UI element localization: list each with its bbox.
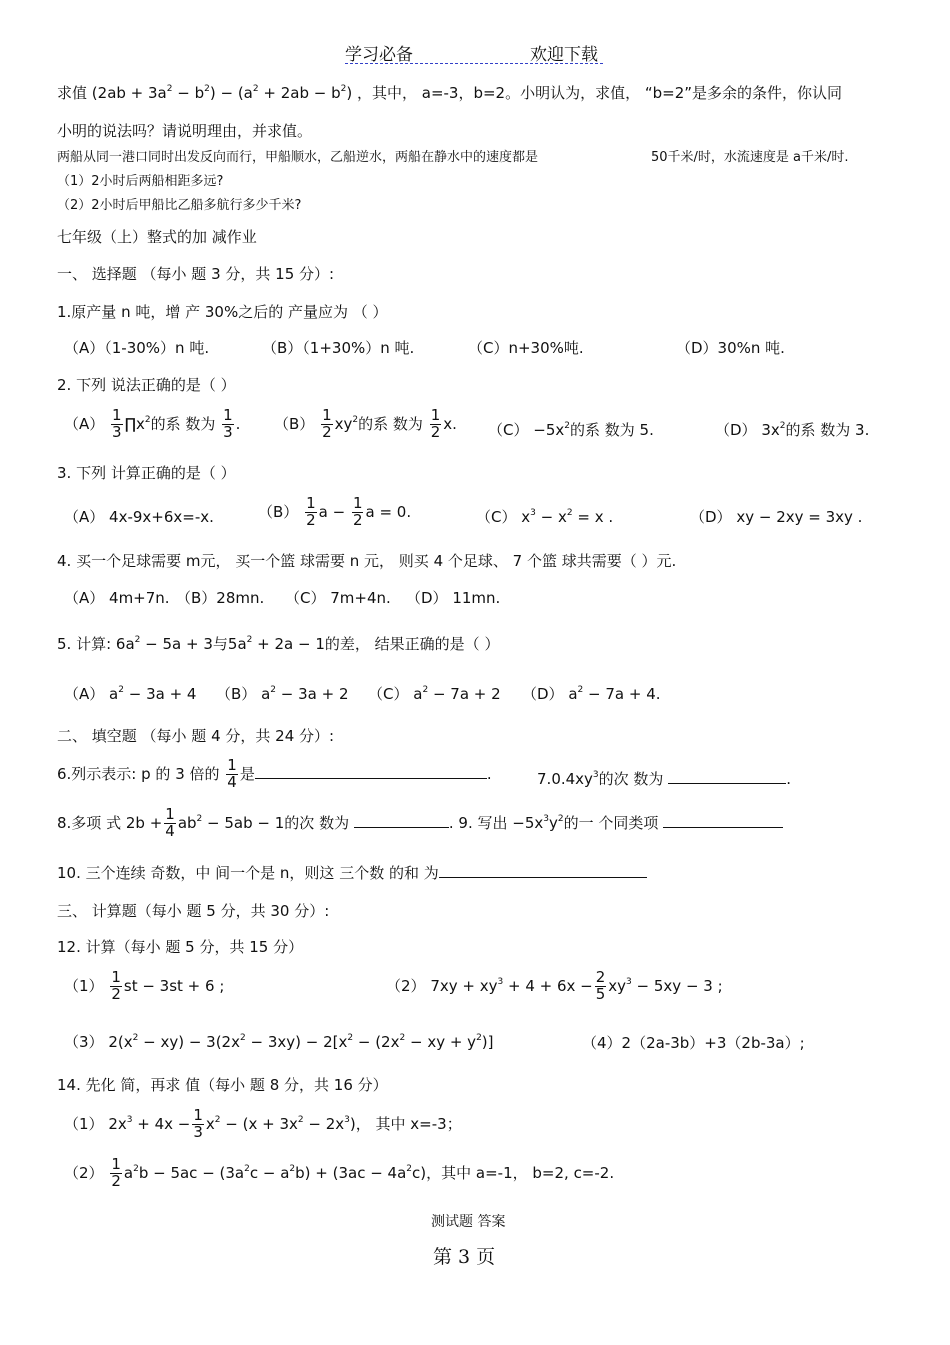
section-3-heading: 三、 计算题（每小 题 5 分，共 30 分）: [57, 902, 330, 920]
header-divider [345, 63, 603, 64]
q12-stem: 12. 计算（每小 题 5 分，共 15 分） [57, 938, 304, 956]
worksheet-title: 七年级（上）整式的加 减作业 [57, 228, 257, 246]
intro-line-2: 小明的说法吗？请说明理由，并求值。 [57, 122, 313, 140]
q4-option-b: （B）28mn. [176, 589, 265, 607]
q3-option-c: （C） $x^3 - x^2 = x$ . [476, 508, 614, 526]
page-number: 第 3 页 [433, 1246, 496, 1268]
q5-option-a: （A） $a^2 - 3a + 4$ [64, 685, 197, 703]
q7: $7.0.4xy^3$的次 数为 . [537, 770, 791, 788]
q1-option-d: （D）30%n 吨. [676, 339, 785, 357]
q2-option-d: （D） $3x^2$的系 数为 3. [715, 421, 870, 439]
q3-stem: 3. 下列 计算正确的是（ ） [57, 464, 236, 482]
q3-option-b: （B） $\frac{1}{2}$ a − $\frac{1}{2}$ a = 0. [258, 494, 412, 529]
q14-stem: 14. 先化 简，再求 值（每小 题 8 分，共 16 分） [57, 1076, 388, 1094]
section-2-heading: 二、 填空题 （每小 题 4 分，共 24 分）: [57, 727, 335, 745]
q14-part-2: （2） $\frac{1}{2}$ $a^2b - 5ac - (3a^2c - a^2b) + (3ac - 4a^2c)$，其中 a=-1， b=2, c=-2. [64, 1155, 615, 1190]
answers-heading: 测试题 答案 [431, 1214, 506, 1230]
q1-option-a: （A）（1-30%）n 吨. [64, 339, 210, 357]
q8-q9: 8.多项 式 2b + $\frac{1}{4}$ $ab^2 - 5ab - 1$的次 数为 . 9. 写出 $-5x^3y^2$的一 个同类项 [57, 807, 783, 840]
q2-option-c: $(C) -5x^2$的系 数为 5. [488, 421, 654, 439]
intro-text: ，其中， a=-3，b=2。小明认为，求值， “b=2”是多余的条件，你认同 [356, 84, 843, 102]
q1-option-b: （B）（1+30%）n 吨. [262, 339, 415, 357]
q8-answer-blank[interactable] [354, 813, 449, 828]
q5-option-d: （D） $a^2 - 7a + 4$. [522, 685, 661, 703]
q7-answer-blank[interactable] [668, 769, 786, 784]
boat-problem-speed: 50千米/时，水流速度是 a千米/时. [651, 150, 849, 165]
q5-option-b: （B） $a^2 - 3a + 2$ [216, 685, 349, 703]
q3-option-a: （A） 4x-9x+6x=-x. [64, 508, 214, 526]
q4-stem: 4. 买一个足球需要 m元， 买一个篮 球需要 n 元， 则买 4 个足球、 7 个篮 球共需要（ ）元. [57, 552, 677, 570]
q12-part-2: （2） $7xy + xy^3 + 4 + 6x$ − $\frac{2}{5}$ $xy^3 - 5xy - 3$ ; [386, 968, 723, 1003]
q6-answer-blank[interactable] [255, 764, 487, 779]
q4-option-d: （D） 11mn. [406, 589, 501, 607]
boat-question-1: （1）2小时后两船相距多远? [57, 174, 224, 189]
intro-expression: $(2ab + 3a^2 - b^2) - (a^2 + 2ab - b^2)$ [91, 84, 353, 102]
q12-part-4: （4）2（2a-3b）+3（2b-3a）; [582, 1034, 805, 1052]
q2-stem: 2. 下列 说法正确的是（ ） [57, 376, 236, 394]
q5-option-c: （C） $a^2 - 7a + 2$ [368, 685, 501, 703]
q9-answer-blank[interactable] [663, 813, 783, 828]
intro-label: 求值 [57, 84, 88, 102]
q12-part-1: （1） $\frac{1}{2}$ st − 3st + 6 ; [64, 968, 225, 1003]
section-1-heading: 一、 选择题 （每小 题 3 分，共 15 分）: [57, 265, 335, 283]
boat-problem: 两船从同一港口同时出发反向而行，甲船顺水，乙船逆水，两船在静水中的速度都是 [57, 150, 539, 165]
q6: 6.列示表示: p 的 3 倍的 $\frac{1}{4}$ 是 . [57, 756, 492, 791]
intro-line-1 [57, 82, 842, 103]
header-left: 学习必备 [345, 45, 413, 65]
header-right: 欢迎下载 [530, 45, 598, 65]
boat-question-2: （2）2小时后甲船比乙船多航行多少千米? [57, 198, 302, 213]
q5-stem: 5. 计算: $6a^2 - 5a + 3$与$5a^2 + 2a - 1$的差， 结果正确的是（ ） [57, 635, 500, 653]
q4-option-a: （A） 4m+7n. [64, 589, 170, 607]
q2-option-a: （A） $\frac{1}{3}$ $\prod x^2$的系 数为 $\frac{1}{3}$ . [64, 406, 241, 441]
q10: 10. 三个连续 奇数，中 间一个是 n，则这 三个数 的和 为 [57, 862, 647, 883]
q1-stem: 1.原产量 n 吨，增 产 30%之后的 产量应为 （ ） [57, 303, 388, 321]
q10-answer-blank[interactable] [439, 863, 647, 878]
q2-option-b: （B） $\frac{1}{2}$ $xy^2$的系 数为 $\frac{1}{2}$ x. [274, 406, 457, 441]
q1-option-c: （C）n+30%吨. [468, 339, 584, 357]
q14-part-1: （1） $2x^3 + 4x$ − $\frac{1}{3}$ $x^2 - (x + 3x^2 - 2x^3)$， 其中 x=-3； [64, 1106, 462, 1141]
q12-part-3: （3） $2(x^2 - xy) - 3(2x^2 - 3xy) - 2[x^2 - (2x^2$ − xy + $y^2$)] [64, 1033, 494, 1051]
q4-option-c: （C） 7m+4n. [285, 589, 391, 607]
q3-option-d: （D） xy − 2xy = 3xy . [690, 508, 863, 526]
